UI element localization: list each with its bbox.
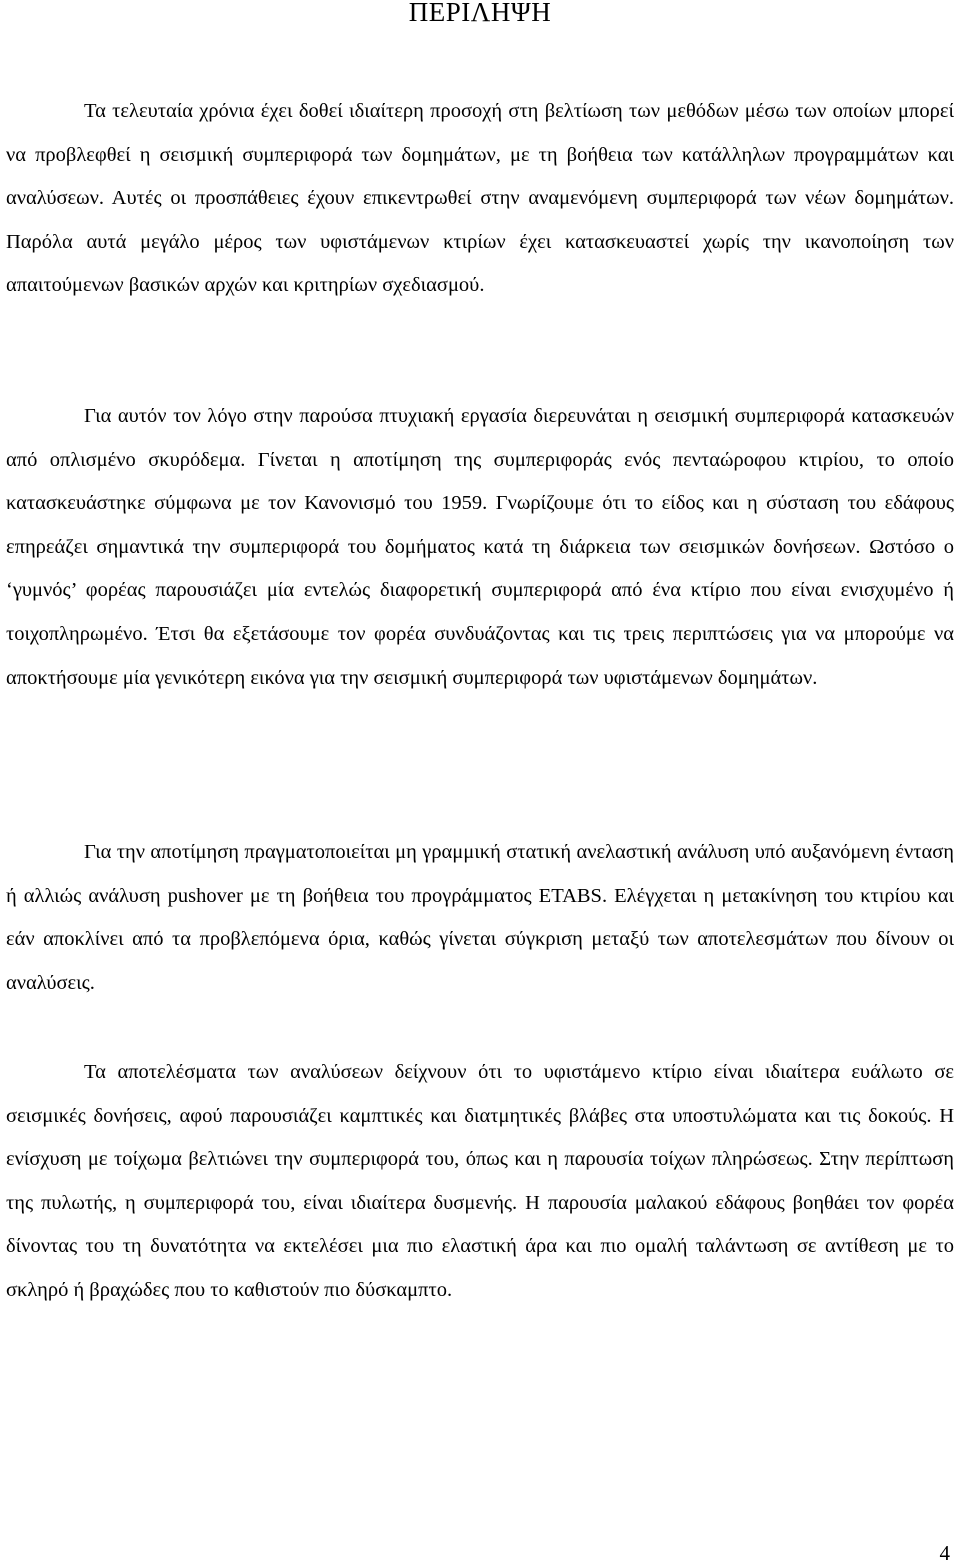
page-title: ΠΕΡΙΛΗΨΗ <box>408 0 552 27</box>
summary-paragraph-3: Για την αποτίμηση πραγματοποιείται μη γραμμική στατική ανελαστική ανάλυση υπό αυξανόμενη ένταση ή αλλιώς ανάλυση pushover με τη βοήθεια του προγράμματος ETABS. Ελέγχεται η μετακίνηση του κτιρίου και εάν αποκλίνει από τα προβλεπόμενα όρια, καθώς γίνεται σύγκριση μεταξύ των αποτελεσμάτων που δίνουν οι αναλύσεις. <box>6 841 954 994</box>
page-number: 4 <box>939 1541 950 1565</box>
summary-paragraph-1: Τα τελευταία χρόνια έχει δοθεί ιδιαίτερη προσοχή στη βελτίωση των μεθόδων μέσω των οποίων μπορεί να προβλεφθεί η σεισμική συμπεριφορά των δομημάτων, με τη βοήθεια των κατάλληλων προγραμμάτων και αναλύσεων. Αυτές οι προσπάθειες έχουν επικεντρωθεί στην αναμενόμενη συμπεριφορά των νέων δομημάτων. Παρόλα αυτά μεγάλο μέρος των υφιστάμενων κτιρίων έχει κατασκευαστεί χωρίς την ικανοποίηση των απαιτούμενων βασικών αρχών και κριτηρίων σχεδιασμού. <box>6 100 954 297</box>
summary-paragraph-4: Τα αποτελέσματα των αναλύσεων δείχνουν ότι το υφιστάμενο κτίριο είναι ιδιαίτερα ευάλωτο σε σεισμικές δονήσεις, αφού παρουσιάζει καμπτικές και διατμητικές βλάβες στα υποστυλώματα και τις δοκούς. Η ενίσχυση με τοίχωμα βελτιώνει την συμπεριφορά του, όπως και η παρουσία τοίχων πληρώσεως. Στην περίπτωση της πυλωτής, η συμπεριφορά του, είναι ιδιαίτερα δυσμενής. Η παρουσία μαλακού εδάφους βοηθάει τον φορέα δίνοντας του τη δυνατότητα να εκτελέσει μια πιο ελαστική άρα και πιο ομαλή ταλάντωση σε αντίθεση με το σκληρό ή βραχώδες που το καθιστούν πιο δύσκαμπτο. <box>6 1061 954 1301</box>
summary-paragraph-2: Για αυτόν τον λόγο στην παρούσα πτυχιακή εργασία διερευνάται η σεισμική συμπεριφορά κατασκευών από οπλισμένο σκυρόδεμα. Γίνεται η αποτίμηση της συμπεριφοράς ενός πενταώροφου κτιρίου, το οποίο κατασκευάστηκε σύμφωνα με τον Κανονισμό του 1959. Γνωρίζουμε ότι το είδος και η σύσταση του εδάφους επηρεάζει σημαντικά την συμπεριφορά του δομήματος κατά τη διάρκεια των σεισμικών δονήσεων. Ωστόσο ο ‘γυμνός’ φορέας παρουσιάζει μία εντελώς διαφορετική συμπεριφορά από ένα κτίριο που είναι ενισχυμένο ή τοιχοπληρωμένο. Έτσι θα εξετάσουμε τον φορέα συνδυάζοντας και τις τρεις περιπτώσεις για να μπορούμε να αποκτήσουμε μία γενικότερη εικόνα για την σεισμική συμπεριφορά των υφιστάμενων δομημάτων. <box>6 405 954 689</box>
